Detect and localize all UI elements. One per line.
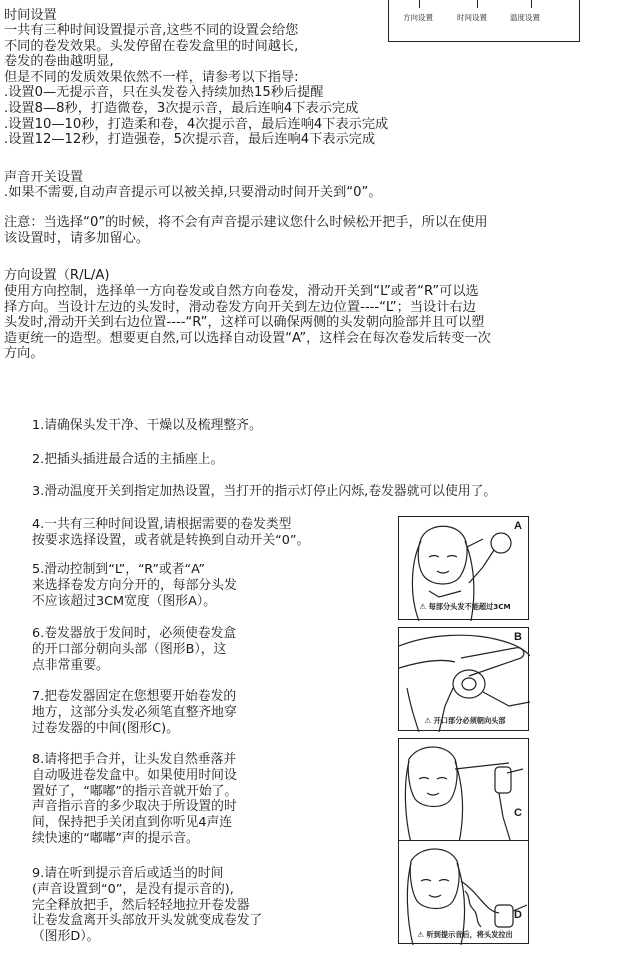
step-2 — [32, 452, 223, 468]
text-line: 来选择卷发方向分开的，每部分头发 — [32, 577, 237, 593]
figure-b-caption-text: 开口部分必须朝向头部 — [433, 716, 506, 725]
text-line: 5.滑动控制到“L”，“R”或者“A” — [32, 562, 205, 577]
time-setting-text — [4, 23, 604, 148]
figure-b-letter: B — [514, 631, 522, 643]
text-line: 地方，这部分头发必须笔直整齐地穿 — [32, 704, 237, 720]
direction-setting-text — [4, 284, 604, 362]
figure-c-illustration — [399, 739, 530, 843]
text-line: 注意：当选择“0”的时候，将不会有声音提示建议您什么时候松开把手，所以在使用 — [4, 215, 488, 230]
text-line: 的开口部分朝向头部（图形B），这 — [32, 641, 227, 657]
text-line: 造更统一的造型。想要更自然,可以选择自动设置“A”，这样会在每次卷发后转变一次 — [4, 330, 491, 346]
text-line: 自动吸进卷发盒中。如果使用时间设 — [32, 767, 237, 783]
figure-c — [398, 738, 529, 842]
sound-setting-heading: 声音开关设置 — [4, 170, 84, 185]
step-8 — [32, 752, 237, 847]
step-5 — [32, 562, 237, 609]
text-line: 但是不同的发质效果依然不一样，请参考以下指导: — [4, 69, 299, 85]
figure-d-caption — [400, 930, 530, 939]
diagram-label-time: 时间设置 — [457, 13, 487, 22]
sound-setting-note — [4, 215, 604, 246]
text-line: .如果不需要,自动声音提示可以被关掉,只要滑动时间开关到“0”。 — [4, 185, 382, 200]
text-line: 续快速的“嘟嘟”声的提示音。 — [32, 830, 199, 846]
text-line: 头发时,滑动开关到右边位置----“R”，这样可以确保两侧的头发朝向脸部并且可以塑 — [4, 315, 485, 331]
warning-icon: ⚠ — [424, 716, 432, 725]
figure-b-caption — [400, 716, 530, 725]
text-line: 卷发的卷曲越明显, — [4, 54, 114, 70]
text-line: 一共有三种时间设置提示音,这些不同的设置会给您 — [4, 23, 299, 38]
warning-icon: ⚠ — [417, 930, 424, 939]
text-line: .设置8—8秒，打造微卷，3次提示音，最后连响4下表示完成 — [4, 100, 359, 116]
sound-setting-text — [4, 185, 604, 201]
text-line: 点非常重要。 — [32, 657, 109, 673]
diagram-tick — [531, 0, 532, 8]
text-line: 7.把卷发器固定在您想要开始卷发的 — [32, 689, 237, 704]
text-line: 2.把插头插进最合适的主插座上。 — [32, 452, 224, 467]
text-line: 完全释放把手，然后轻轻地拉开卷发器 — [32, 897, 250, 913]
text-line: 使用方向控制，选择单一方向卷发或自然方向卷发，滑动开关到“L”或者“R”可以选 — [4, 284, 479, 299]
figure-a-caption-text: 每部分头发不能超过3CM — [428, 602, 511, 611]
figure-d — [398, 840, 529, 944]
text-line: 方向。 — [4, 346, 44, 362]
text-line: (声音设置到“0”，是没有提示音的), — [32, 881, 234, 897]
figure-a-caption — [400, 602, 530, 611]
text-line: （图形D）。 — [32, 929, 100, 945]
text-line: 该设置时，请多加留心。 — [4, 230, 150, 246]
figure-d-caption-text: 听到提示音后，将头发拉出 — [426, 930, 513, 939]
diagram-tick — [477, 0, 478, 8]
text-line: .设置10—10秒，打造柔和卷，4次提示音，最后连响4下表示完成 — [4, 116, 389, 132]
text-line: 择方向。当设计左边的头发时，滑动卷发方向开关到左边位置----“L”；当设计右边 — [4, 299, 476, 315]
text-line: .设置12—12秒，打造强卷，5次提示音，最后连响4下表示完成 — [4, 132, 376, 148]
text-line: 不应该超过3CM宽度（图形A）。 — [32, 593, 217, 609]
warning-icon: ⚠ — [419, 602, 427, 611]
diagram-label-direction: 方向设置 — [403, 13, 433, 22]
text-line: 9.请在听到提示音后或适当的时间 — [32, 866, 224, 881]
diagram-label-temperature: 温度设置 — [510, 13, 540, 22]
diagram-tick — [419, 0, 420, 8]
time-setting-heading: 时间设置 — [4, 8, 57, 23]
step-9 — [32, 866, 262, 945]
text-line: 按要求选择设置，或者就是转换到自动开关“0”。 — [32, 532, 310, 548]
step-1 — [32, 418, 262, 434]
step-3 — [32, 484, 496, 500]
step-7 — [32, 689, 237, 736]
text-line: 置好了，“嘟嘟”的指示音就开始了。 — [32, 783, 238, 799]
direction-setting-heading: 方向设置（R/L/A) — [4, 268, 110, 283]
figure-c-letter: C — [514, 807, 522, 819]
text-line: 过卷发器的中间(图形C)。 — [32, 720, 179, 736]
text-line: 6.卷发器放于发间时，必须使卷发盒 — [32, 626, 237, 641]
step-6 — [32, 626, 236, 673]
step-4 — [32, 517, 309, 549]
figure-a-letter: A — [514, 520, 522, 532]
text-line: 声音指示音的多少取决于所设置的时 — [32, 799, 237, 815]
text-line: 3.滑动温度开关到指定加热设置，当打开的指示灯停止闪烁,卷发器就可以使用了。 — [32, 484, 497, 499]
text-line: 间，保持把手关闭直到你听见4声连 — [32, 815, 233, 831]
text-line: 1.请确保头发干净、干燥以及梳理整齐。 — [32, 418, 262, 433]
text-line: 不同的卷发效果。头发停留在卷发盒里的时间越长, — [4, 38, 299, 54]
text-line: 4.一共有三种时间设置,请根据需要的卷发类型 — [32, 517, 292, 532]
text-line: 8.请将把手合并，让头发自然垂落并 — [32, 752, 237, 767]
text-line: .设置0—无提示音，只在头发卷入持续加热15秒后提醒 — [4, 85, 324, 101]
text-line: 让卷发盒离开头部放开头发就变成卷发了 — [32, 913, 263, 929]
figure-d-letter: D — [514, 909, 522, 921]
